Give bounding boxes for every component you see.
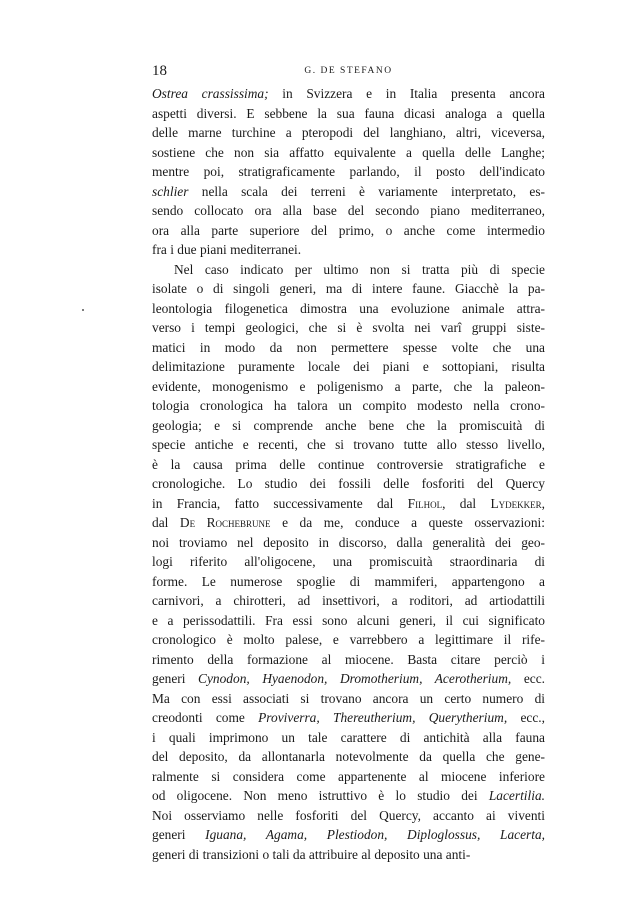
text-run: Ma con essi associati si trovano ancora un certo numero di xyxy=(152,690,545,706)
text-line xyxy=(152,240,545,260)
text-line xyxy=(152,767,545,787)
text-line xyxy=(152,591,545,611)
text-run: ralmente si considera come appartenente al miocene inferiore xyxy=(152,768,545,784)
text-run: fra i due piani mediterranei. xyxy=(152,242,302,257)
text-run: , dal xyxy=(442,495,491,511)
text-line xyxy=(152,533,545,553)
text-line xyxy=(152,630,545,650)
text-line xyxy=(152,572,545,592)
text-line xyxy=(152,338,545,358)
italic-term: Cynodon, Hyaenodon, Dromotherium, Acerotherium, xyxy=(198,671,512,686)
author-name: Lydekker xyxy=(490,495,542,511)
text-line xyxy=(152,806,545,826)
italic-term: Lacertilia. xyxy=(488,788,545,803)
author-name: Filhol xyxy=(407,495,443,511)
italic-term: Iguana, Agama, Plestiodon, Diploglossus, Lacerta, xyxy=(205,827,545,842)
text-line xyxy=(152,357,545,377)
text-run: forme. Le numerose spoglie di mammiferi, appartengono a xyxy=(152,573,545,589)
text-run: tologia cronologica ha talora un compito modesto nella crono- xyxy=(152,398,545,413)
italic-term: Ostrea crassissima; xyxy=(152,86,269,101)
text-run: sendo collocato ora alla base del secondo piano mediterraneo, xyxy=(152,203,545,218)
text-run: i quali imprimono un tale carattere di antichità alla fauna xyxy=(152,729,545,745)
author-name: De Rochebrune xyxy=(179,515,271,530)
text-run: od oligocene. Non meno istruttivo è lo studio dei xyxy=(152,788,489,803)
page-header xyxy=(152,63,545,83)
text-line xyxy=(152,299,545,319)
text-run: ecc., xyxy=(507,710,546,725)
text-line xyxy=(152,84,545,104)
text-line xyxy=(152,611,545,631)
text-line xyxy=(152,123,545,143)
running-head: G. DE STEFANO xyxy=(304,66,393,76)
text-run: generi xyxy=(152,827,206,842)
italic-term: Proviverra, Thereutherium, Querytherium, xyxy=(258,710,508,725)
text-run: cronologico è molto palese, e varrebbero a legittimare il rife- xyxy=(152,632,545,647)
text-line xyxy=(152,494,545,514)
text-run: rimento della formazione al miocene. Basta citare perciò i xyxy=(152,651,545,667)
text-run: verso i tempi geologici, che si è svolta nei varî gruppi siste- xyxy=(152,320,545,335)
text-run: isolate o di singoli generi, ma di intere faune. Giacchè la pa- xyxy=(152,281,545,296)
text-line xyxy=(152,143,545,163)
text-line xyxy=(152,318,545,338)
text-line xyxy=(152,377,545,397)
text-line xyxy=(152,728,545,748)
text-run: delimitazione puramente locale dei piani e sottopiani, risulta xyxy=(152,359,545,374)
text-line xyxy=(152,201,545,221)
text-run: delle marne turchine a pteropodi del langhiano, altri, viceversa, xyxy=(152,125,545,140)
text-run: geologia; e si comprende anche bene che la promiscuità di xyxy=(152,417,545,433)
text-run: del deposito, da allontanarla notevolmente da quella che gene- xyxy=(152,749,545,764)
text-line xyxy=(152,825,545,845)
text-line xyxy=(152,416,545,436)
text-run: sostiene che non sia affatto equivalente a quella delle Langhe; xyxy=(152,144,545,160)
page-number: 18 xyxy=(152,63,167,79)
text-run: , xyxy=(541,495,546,511)
body-text xyxy=(152,84,545,864)
text-line xyxy=(152,260,545,280)
text-run: creodonti come xyxy=(152,710,259,725)
text-line xyxy=(152,279,545,299)
text-run: mentre poi, stratigraficamente parlando, il posto dell'indicato xyxy=(152,164,545,179)
text-run: aspetti diversi. E sebbene la sua fauna dicasi analoga a quella xyxy=(152,105,545,121)
text-line xyxy=(152,708,545,728)
text-run: matici in modo da non permettere spesse volte che una xyxy=(152,339,545,355)
text-run: specie antiche e recenti, che si trovano tutte allo stesso livello, xyxy=(152,437,545,452)
text-run: Nel caso indicato per ultimo non si tratta più di specie xyxy=(174,261,545,277)
text-run: e da me, conduce a queste osservazioni: xyxy=(270,515,545,530)
text-run: dal xyxy=(152,515,180,530)
text-run: noi troviamo nel deposito in discorso, dalla generalità dei geo- xyxy=(152,534,545,550)
text-run: e a perissodattili. Fra essi sono alcuni generi, il cui significato xyxy=(152,612,545,628)
text-run: cronologiche. Lo studio dei fossili delle fosforiti del Quercy xyxy=(152,476,545,491)
text-run: evidente, monogenismo e poligenismo a parte, che la paleon- xyxy=(152,378,545,394)
text-run: nella scala dei terreni è variamente interpretato, es- xyxy=(188,183,545,199)
text-line xyxy=(152,435,545,455)
text-run: logi riferito all'oligocene, una promiscuità straordinaria di xyxy=(152,554,545,569)
italic-term: schlier xyxy=(152,183,189,199)
text-run: generi di transizioni o tali da attribuire al deposito una anti- xyxy=(152,846,471,862)
text-line xyxy=(152,845,545,865)
text-line xyxy=(152,162,545,182)
text-line xyxy=(152,786,545,806)
text-line xyxy=(152,513,545,533)
text-run: ecc. xyxy=(511,671,546,686)
text-run: in Francia, fatto successivamente dal xyxy=(152,495,408,511)
text-line xyxy=(152,455,545,475)
text-line xyxy=(152,650,545,670)
text-run: ora alla parte superiore del primo, o anche come intermedio xyxy=(152,222,545,238)
text-line xyxy=(152,221,545,241)
text-line xyxy=(152,396,545,416)
text-line xyxy=(152,474,545,494)
text-line xyxy=(152,552,545,572)
text-run: è la causa prima delle continue controversie stratigrafiche e xyxy=(152,456,545,472)
text-line xyxy=(152,689,545,709)
text-run: generi xyxy=(152,671,199,686)
text-line xyxy=(152,182,545,202)
margin-mark xyxy=(82,309,84,311)
text-line xyxy=(152,669,545,689)
text-run: in Svizzera e in Italia presenta ancora xyxy=(268,86,545,101)
text-line xyxy=(152,747,545,767)
text-run: leontologia filogenetica dimostra una evoluzione animale attra- xyxy=(152,300,545,316)
text-run: Noi osserviamo nelle fosforiti del Quercy, accanto ai viventi xyxy=(152,807,545,823)
text-line xyxy=(152,104,545,124)
text-run: carnivori, a chirotteri, ad insettivori, a roditori, ad artiodattili xyxy=(152,593,545,608)
